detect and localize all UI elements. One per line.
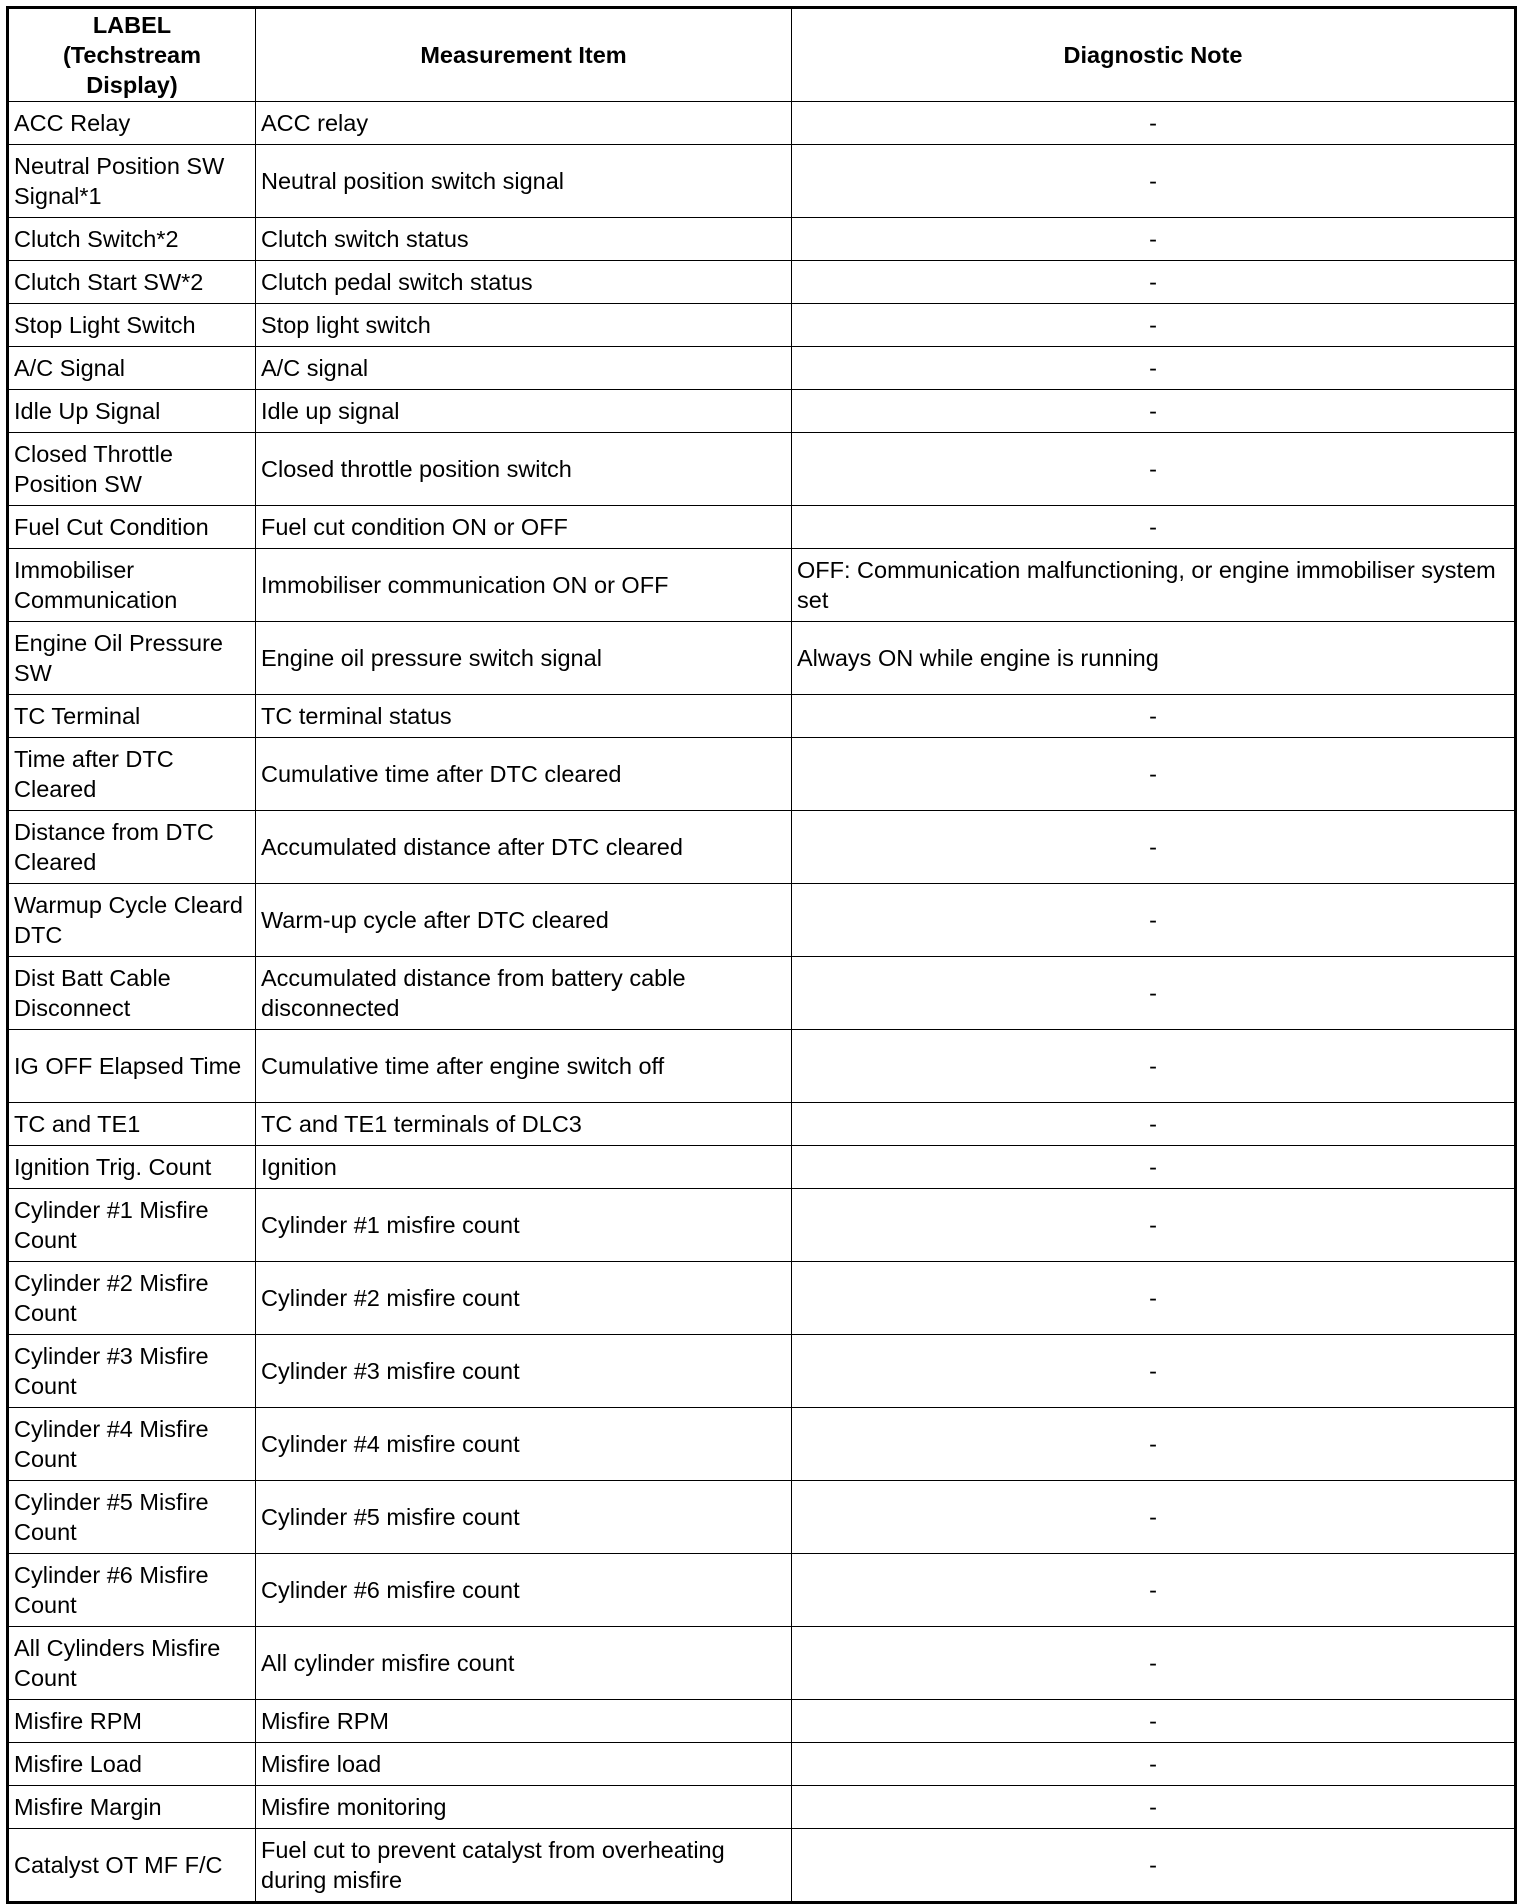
row-measurement: Fuel cut condition ON or OFF: [256, 506, 792, 549]
row-note: -: [792, 1146, 1516, 1189]
table-row: [8, 811, 1516, 884]
row-measurement: Fuel cut to prevent catalyst from overheating during misfire: [256, 1829, 792, 1903]
row-label: Idle Up Signal: [8, 390, 256, 433]
table-row: [8, 1700, 1516, 1743]
row-note: -: [792, 1786, 1516, 1829]
row-measurement: Neutral position switch signal: [256, 145, 792, 218]
row-measurement: Immobiliser communication ON or OFF: [256, 549, 792, 622]
row-note: OFF: Communication malfunctioning, or engine immobiliser system set: [792, 549, 1516, 622]
row-measurement: All cylinder misfire count: [256, 1627, 792, 1700]
row-measurement: Closed throttle position switch: [256, 433, 792, 506]
row-label: ACC Relay: [8, 102, 256, 145]
table-row: [8, 1262, 1516, 1335]
table-row: [8, 433, 1516, 506]
row-label: Closed Throttle Position SW: [8, 433, 256, 506]
row-note: -: [792, 433, 1516, 506]
header-label: LABEL (Techstream Display): [8, 8, 256, 102]
row-note: -: [792, 1335, 1516, 1408]
row-note: Always ON while engine is running: [792, 622, 1516, 695]
row-label: All Cylinders Misfire Count: [8, 1627, 256, 1700]
table-row: [8, 102, 1516, 145]
row-note: -: [792, 695, 1516, 738]
row-measurement: TC and TE1 terminals of DLC3: [256, 1103, 792, 1146]
table-row: [8, 549, 1516, 622]
row-measurement: Cumulative time after engine switch off: [256, 1030, 792, 1103]
row-label: Cylinder #3 Misfire Count: [8, 1335, 256, 1408]
row-label: Ignition Trig. Count: [8, 1146, 256, 1189]
row-note: -: [792, 738, 1516, 811]
row-label: Engine Oil Pressure SW: [8, 622, 256, 695]
table-row: [8, 1189, 1516, 1262]
table-row: [8, 884, 1516, 957]
row-label: Cylinder #2 Misfire Count: [8, 1262, 256, 1335]
row-label: Warmup Cycle Cleard DTC: [8, 884, 256, 957]
row-note: -: [792, 1829, 1516, 1903]
row-note: -: [792, 145, 1516, 218]
row-note: -: [792, 390, 1516, 433]
row-label: Cylinder #1 Misfire Count: [8, 1189, 256, 1262]
row-note: -: [792, 1554, 1516, 1627]
header-measurement-item: Measurement Item: [256, 8, 792, 102]
table-row: [8, 1030, 1516, 1103]
row-label: Cylinder #6 Misfire Count: [8, 1554, 256, 1627]
table-row: [8, 1481, 1516, 1554]
row-measurement: Misfire RPM: [256, 1700, 792, 1743]
table-row: [8, 1103, 1516, 1146]
row-measurement: A/C signal: [256, 347, 792, 390]
row-note: -: [792, 1481, 1516, 1554]
row-measurement: Cylinder #4 misfire count: [256, 1408, 792, 1481]
row-note: -: [792, 1408, 1516, 1481]
row-measurement: Misfire load: [256, 1743, 792, 1786]
row-measurement: Cylinder #6 misfire count: [256, 1554, 792, 1627]
row-measurement: Idle up signal: [256, 390, 792, 433]
row-note: -: [792, 304, 1516, 347]
row-label: A/C Signal: [8, 347, 256, 390]
row-note: -: [792, 811, 1516, 884]
row-label: TC Terminal: [8, 695, 256, 738]
row-measurement: Cylinder #3 misfire count: [256, 1335, 792, 1408]
table-row: [8, 506, 1516, 549]
table-row: [8, 145, 1516, 218]
row-label: Cylinder #4 Misfire Count: [8, 1408, 256, 1481]
row-measurement: TC terminal status: [256, 695, 792, 738]
table-row: [8, 1829, 1516, 1903]
row-label: Stop Light Switch: [8, 304, 256, 347]
row-measurement: ACC relay: [256, 102, 792, 145]
row-note: -: [792, 1627, 1516, 1700]
row-measurement: Engine oil pressure switch signal: [256, 622, 792, 695]
row-label: Dist Batt Cable Disconnect: [8, 957, 256, 1030]
table-row: [8, 1786, 1516, 1829]
table-row: [8, 347, 1516, 390]
table-row: [8, 1554, 1516, 1627]
row-measurement: Misfire monitoring: [256, 1786, 792, 1829]
row-label: Clutch Switch*2: [8, 218, 256, 261]
table-row: [8, 622, 1516, 695]
row-note: -: [792, 884, 1516, 957]
row-label: Catalyst OT MF F/C: [8, 1829, 256, 1903]
table-row: [8, 304, 1516, 347]
row-label: TC and TE1: [8, 1103, 256, 1146]
row-label: Misfire RPM: [8, 1700, 256, 1743]
row-note: -: [792, 1262, 1516, 1335]
row-note: -: [792, 957, 1516, 1030]
row-measurement: Cylinder #1 misfire count: [256, 1189, 792, 1262]
header-diagnostic-note: Diagnostic Note: [792, 8, 1516, 102]
data-list-table: [6, 6, 1517, 1904]
row-note: -: [792, 102, 1516, 145]
table-row: [8, 1146, 1516, 1189]
table-row: [8, 1743, 1516, 1786]
data-list-document: [6, 6, 1514, 1904]
row-measurement: Accumulated distance from battery cable disconnected: [256, 957, 792, 1030]
row-label: Cylinder #5 Misfire Count: [8, 1481, 256, 1554]
row-note: -: [792, 1189, 1516, 1262]
table-row: [8, 695, 1516, 738]
row-label: Time after DTC Cleared: [8, 738, 256, 811]
row-note: -: [792, 506, 1516, 549]
row-label: Clutch Start SW*2: [8, 261, 256, 304]
table-row: [8, 218, 1516, 261]
row-label: Misfire Margin: [8, 1786, 256, 1829]
row-measurement: Cylinder #2 misfire count: [256, 1262, 792, 1335]
table-header-row: [8, 8, 1516, 102]
row-label: IG OFF Elapsed Time: [8, 1030, 256, 1103]
row-measurement: Warm-up cycle after DTC cleared: [256, 884, 792, 957]
row-label: Distance from DTC Cleared: [8, 811, 256, 884]
row-note: -: [792, 1700, 1516, 1743]
row-note: -: [792, 261, 1516, 304]
row-measurement: Clutch switch status: [256, 218, 792, 261]
table-row: [8, 1335, 1516, 1408]
table-row: [8, 957, 1516, 1030]
table-row: [8, 738, 1516, 811]
row-measurement: Stop light switch: [256, 304, 792, 347]
row-note: -: [792, 1743, 1516, 1786]
row-label: Neutral Position SW Signal*1: [8, 145, 256, 218]
row-note: -: [792, 218, 1516, 261]
row-label: Immobiliser Communication: [8, 549, 256, 622]
table-row: [8, 1627, 1516, 1700]
row-label: Fuel Cut Condition: [8, 506, 256, 549]
table-row: [8, 261, 1516, 304]
table-row: [8, 390, 1516, 433]
row-measurement: Clutch pedal switch status: [256, 261, 792, 304]
table-row: [8, 1408, 1516, 1481]
row-measurement: Ignition: [256, 1146, 792, 1189]
row-measurement: Cylinder #5 misfire count: [256, 1481, 792, 1554]
row-label: Misfire Load: [8, 1743, 256, 1786]
row-note: -: [792, 347, 1516, 390]
row-note: -: [792, 1030, 1516, 1103]
row-measurement: Cumulative time after DTC cleared: [256, 738, 792, 811]
row-note: -: [792, 1103, 1516, 1146]
row-measurement: Accumulated distance after DTC cleared: [256, 811, 792, 884]
